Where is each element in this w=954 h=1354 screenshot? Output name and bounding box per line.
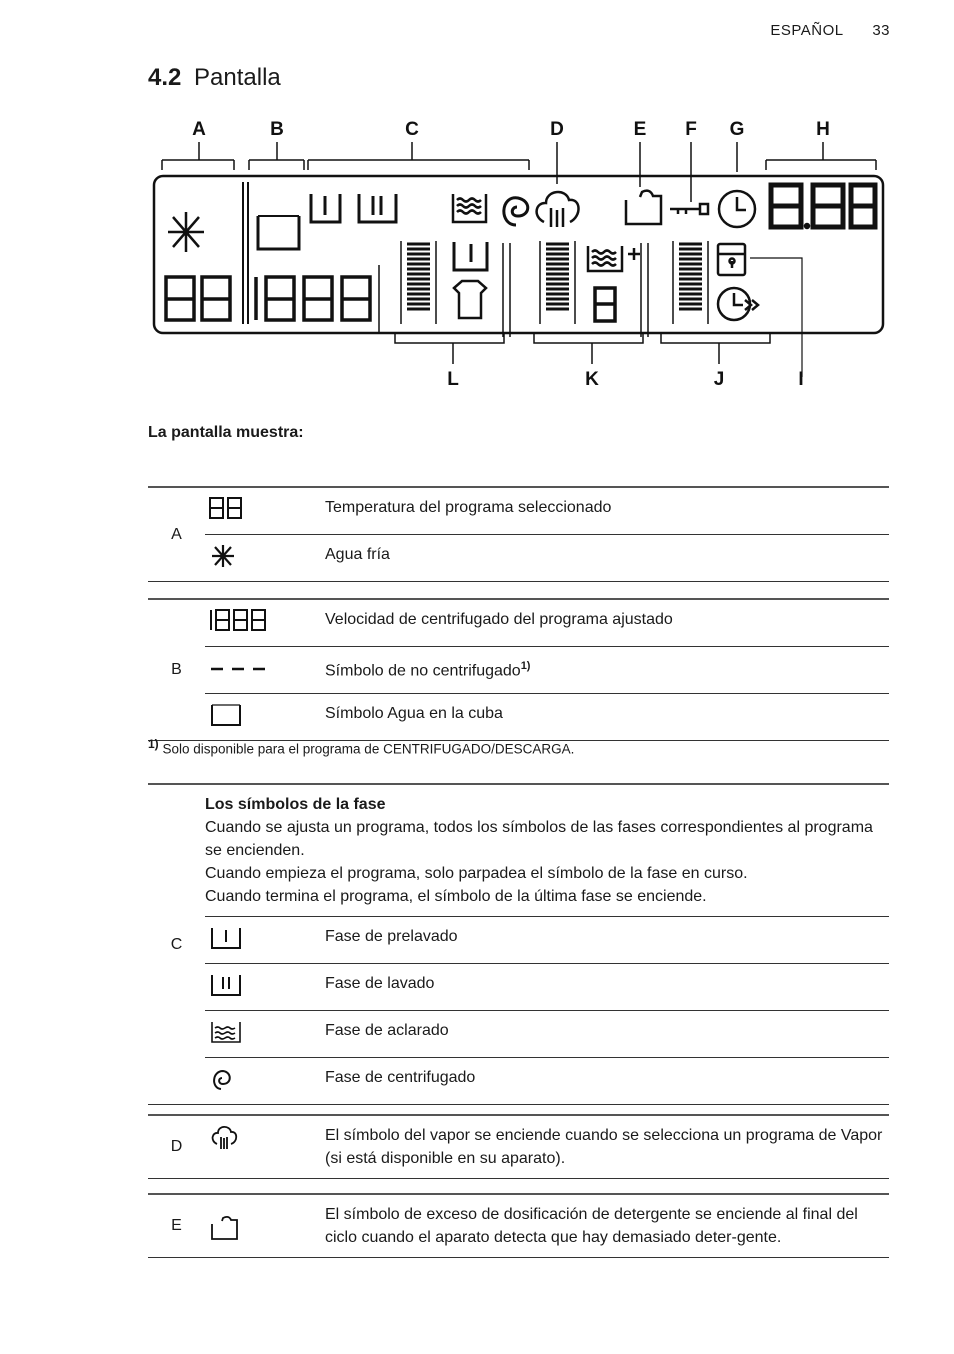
label-g: G xyxy=(729,119,745,140)
phase-desc-0: Cuando se ajusta un programa, todos los símbolos de las fases correspondientes al programa se encienden. xyxy=(205,819,873,859)
table-c-text-2: Fase de aclarado xyxy=(323,1011,889,1058)
label-k: K xyxy=(585,369,599,390)
row-key-e: E xyxy=(171,1217,182,1234)
spin-icon xyxy=(205,1058,323,1105)
cold-water-icon xyxy=(205,535,323,582)
table-b-text-0: Velocidad de centrifugado del programa ajustado xyxy=(325,611,673,628)
label-j: J xyxy=(713,369,725,390)
two-digit-icon xyxy=(205,487,323,535)
label-e: E xyxy=(633,119,647,140)
table-a-text-1: Agua fría xyxy=(323,535,889,582)
table-b-text-1: Símbolo de no centrifugado$^{1)}$ xyxy=(323,647,889,694)
page-number: 33 xyxy=(872,22,890,39)
footnote: $^{1)}$ Solo disponible para el programa de CENTRIFUGADO/DESCARGA. xyxy=(148,737,575,757)
no-spin-dashes-icon xyxy=(205,647,323,694)
table-c-text-3: Fase de centrifugado xyxy=(323,1058,889,1105)
row-key-b: B xyxy=(171,661,182,678)
prewash-icon xyxy=(205,917,323,964)
row-key-c: C xyxy=(170,935,183,953)
phase-description xyxy=(205,784,889,917)
label-a: A xyxy=(192,119,206,140)
label-i: I xyxy=(798,369,804,390)
language-label: ESPAÑOL xyxy=(770,22,844,39)
spin-speed-digits-icon xyxy=(205,599,323,647)
section-title xyxy=(148,64,281,92)
phase-heading: Los símbolos de la fase xyxy=(205,796,386,813)
table-e xyxy=(148,1193,889,1258)
cold-water-display-icon xyxy=(168,212,204,252)
phase-desc-1: Cuando empieza el programa, solo parpadea el símbolo de la fase en curso. xyxy=(205,865,748,882)
wash-icon xyxy=(205,964,323,1011)
table-a-text-0: Temperatura del programa seleccionado xyxy=(325,499,612,516)
table-d-text-0: El símbolo del vapor se enciende cuando se selecciona un programa de Vapor (si está disponible en su aparato). xyxy=(325,1127,883,1167)
section-number: 4.2 xyxy=(148,64,182,91)
rinse-icon xyxy=(205,1011,323,1058)
table-a xyxy=(148,486,889,582)
water-in-drum-icon xyxy=(205,694,323,741)
table-e-text-0: El símbolo de exceso de dosificación de detergente se enciende al final del ciclo cuando el aparato detecta que hay demasiado deter-gente. xyxy=(325,1206,858,1246)
label-b: B xyxy=(270,119,284,140)
label-h: H xyxy=(816,119,830,140)
table-d xyxy=(148,1114,889,1179)
footnote-ref: 1) xyxy=(520,660,531,672)
display-diagram xyxy=(148,112,888,394)
phase-desc-2: Cuando termina el programa, el símbolo de la última fase se enciende. xyxy=(205,888,707,905)
table-c-text-1: Fase de lavado xyxy=(323,964,889,1011)
spin-speed-digits xyxy=(256,277,370,320)
steam-icon xyxy=(205,1115,323,1179)
label-l: L xyxy=(447,369,459,390)
intro-text: La pantalla muestra: xyxy=(148,424,304,441)
section-title-text: Pantalla xyxy=(194,64,281,91)
label-c: C xyxy=(405,119,419,140)
label-f: F xyxy=(685,119,697,140)
label-d: D xyxy=(550,119,564,140)
table-c-text-0: Fase de prelavado xyxy=(323,917,889,964)
page-header xyxy=(770,22,890,39)
row-key-d: D xyxy=(170,1138,183,1155)
detergent-overdose-icon xyxy=(205,1194,323,1258)
row-key-a: A xyxy=(171,525,182,543)
table-b-text-2: Símbolo Agua en la cuba xyxy=(323,694,889,741)
table-c xyxy=(148,783,889,1105)
temperature-digits xyxy=(166,277,230,320)
